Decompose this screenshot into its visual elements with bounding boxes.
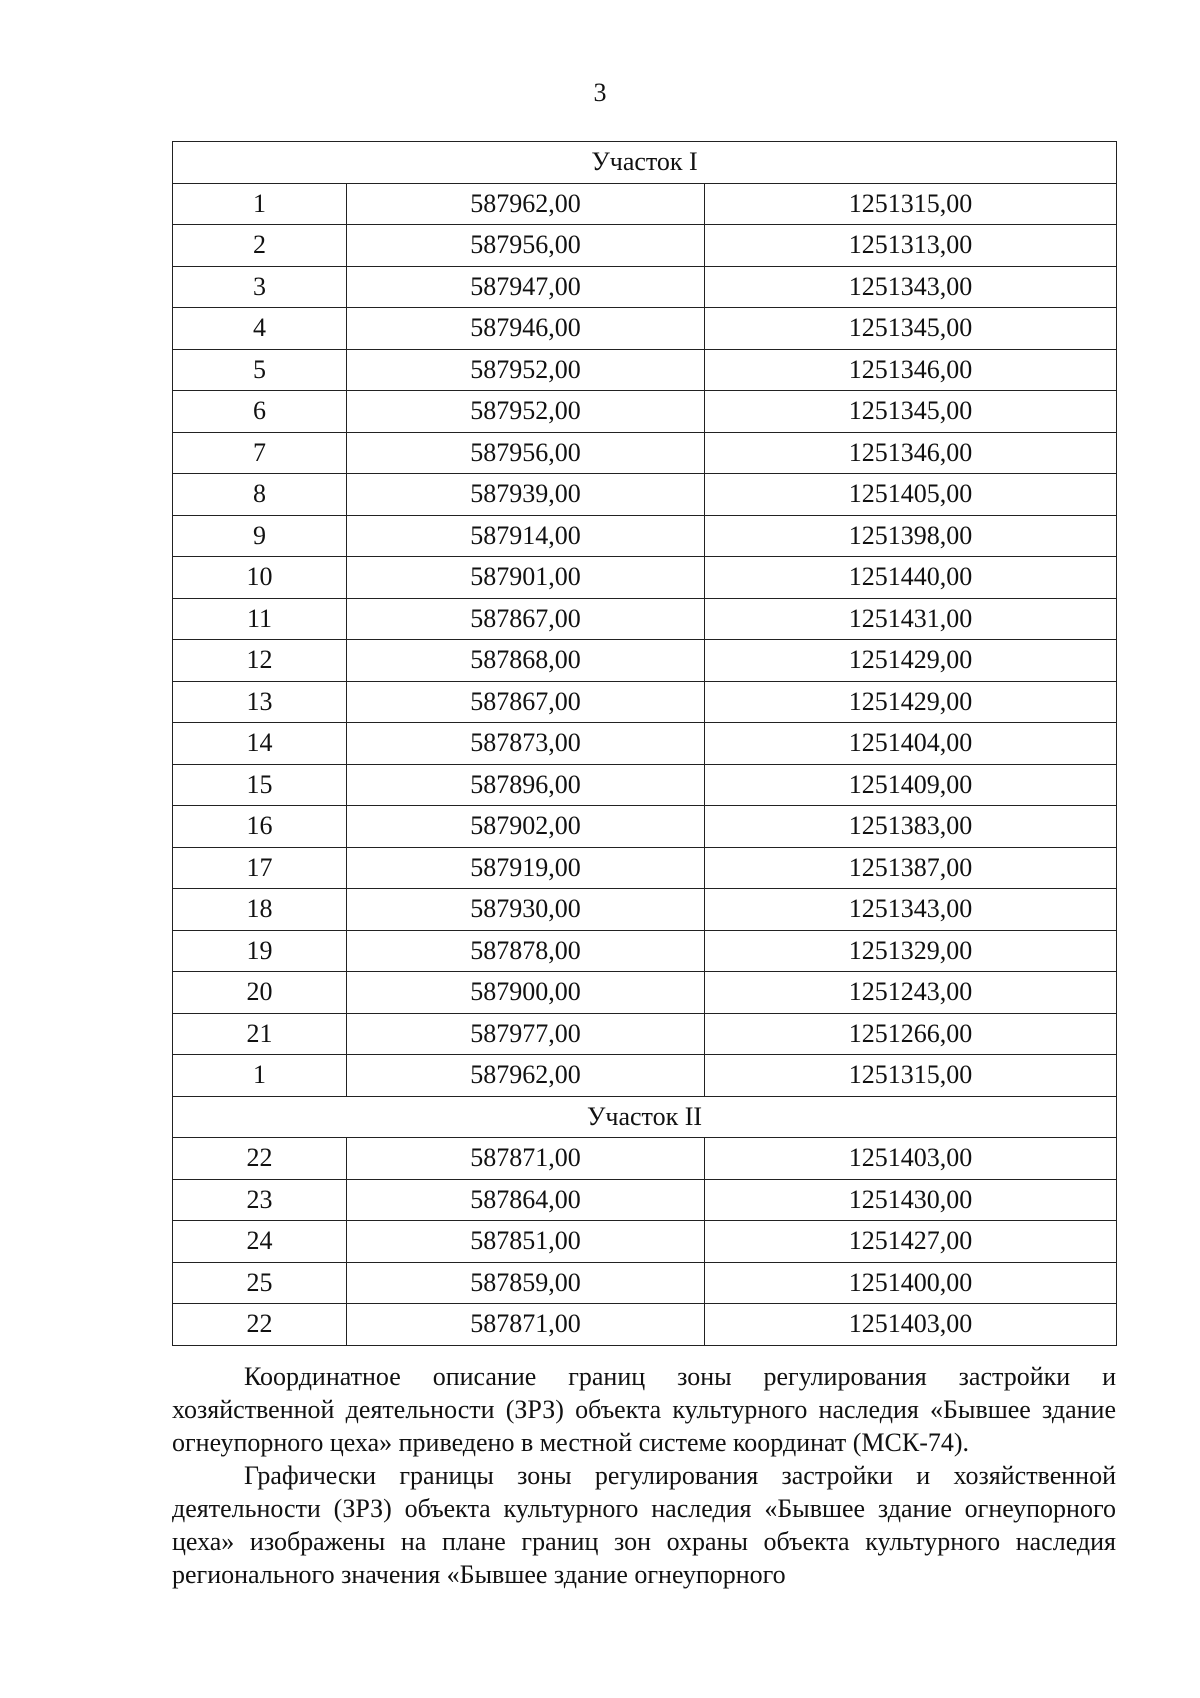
- point-number-cell: 8: [173, 474, 347, 516]
- y-coordinate-cell: 1251431,00: [705, 598, 1117, 640]
- y-coordinate-cell: 1251430,00: [705, 1179, 1117, 1221]
- x-coordinate-cell: 587947,00: [347, 266, 705, 308]
- y-coordinate-cell: 1251346,00: [705, 349, 1117, 391]
- point-number-cell: 18: [173, 889, 347, 931]
- point-number-cell: 15: [173, 764, 347, 806]
- table-row: [173, 474, 1117, 516]
- x-coordinate-cell: 587962,00: [347, 1055, 705, 1097]
- table-row: [173, 225, 1117, 267]
- y-coordinate-cell: 1251404,00: [705, 723, 1117, 765]
- x-coordinate-cell: 587939,00: [347, 474, 705, 516]
- x-coordinate-cell: 587919,00: [347, 847, 705, 889]
- x-coordinate-cell: 587962,00: [347, 183, 705, 225]
- y-coordinate-cell: 1251403,00: [705, 1138, 1117, 1180]
- x-coordinate-cell: 587956,00: [347, 432, 705, 474]
- x-coordinate-cell: 587851,00: [347, 1221, 705, 1263]
- table-row: [173, 681, 1117, 723]
- table-row: [173, 723, 1117, 765]
- y-coordinate-cell: 1251343,00: [705, 889, 1117, 931]
- table-row: [173, 183, 1117, 225]
- point-number-cell: 13: [173, 681, 347, 723]
- table-row: [173, 847, 1117, 889]
- table-row: [173, 1304, 1117, 1346]
- x-coordinate-cell: 587902,00: [347, 806, 705, 848]
- x-coordinate-cell: 587956,00: [347, 225, 705, 267]
- y-coordinate-cell: 1251313,00: [705, 225, 1117, 267]
- y-coordinate-cell: 1251405,00: [705, 474, 1117, 516]
- point-number-cell: 9: [173, 515, 347, 557]
- x-coordinate-cell: 587900,00: [347, 972, 705, 1014]
- x-coordinate-cell: 587946,00: [347, 308, 705, 350]
- point-number-cell: 20: [173, 972, 347, 1014]
- x-coordinate-cell: 587864,00: [347, 1179, 705, 1221]
- point-number-cell: 2: [173, 225, 347, 267]
- point-number-cell: 19: [173, 930, 347, 972]
- point-number-cell: 5: [173, 349, 347, 391]
- table-row: [173, 432, 1117, 474]
- section-title: Участок II: [173, 1096, 1117, 1138]
- table-row: [173, 764, 1117, 806]
- x-coordinate-cell: 587859,00: [347, 1262, 705, 1304]
- y-coordinate-cell: 1251429,00: [705, 640, 1117, 682]
- y-coordinate-cell: 1251345,00: [705, 391, 1117, 433]
- table-row: [173, 972, 1117, 1014]
- table-row: [173, 515, 1117, 557]
- table-row: [173, 930, 1117, 972]
- x-coordinate-cell: 587977,00: [347, 1013, 705, 1055]
- paragraph-coordinate-description: Координатное описание границ зоны регулирования застройки и хозяйственной деятельности (ЗРЗ) объекта культурного наследия «Бывшее здание огнеупорного цеха» приведено в местной системе координат (МСК-74).: [172, 1362, 1116, 1457]
- table-row: [173, 266, 1117, 308]
- y-coordinate-cell: 1251427,00: [705, 1221, 1117, 1263]
- table-row: [173, 1055, 1117, 1097]
- y-coordinate-cell: 1251383,00: [705, 806, 1117, 848]
- point-number-cell: 4: [173, 308, 347, 350]
- x-coordinate-cell: 587871,00: [347, 1138, 705, 1180]
- table-row: [173, 1179, 1117, 1221]
- y-coordinate-cell: 1251429,00: [705, 681, 1117, 723]
- y-coordinate-cell: 1251440,00: [705, 557, 1117, 599]
- point-number-cell: 22: [173, 1138, 347, 1180]
- page-number: 3: [593, 78, 607, 107]
- point-number-cell: 11: [173, 598, 347, 640]
- table-row: [173, 391, 1117, 433]
- y-coordinate-cell: 1251343,00: [705, 266, 1117, 308]
- paragraph-graphic-description: Графически границы зоны регулирования застройки и хозяйственной деятельности (ЗРЗ) объекта культурного наследия «Бывшее здание огнеупорного цеха» изображены на плане границ зон охраны объекта культурного наследия регионального значения «Бывшее здание огнеупорного: [172, 1461, 1116, 1589]
- y-coordinate-cell: 1251398,00: [705, 515, 1117, 557]
- y-coordinate-cell: 1251243,00: [705, 972, 1117, 1014]
- table-row: [173, 1138, 1117, 1180]
- y-coordinate-cell: 1251409,00: [705, 764, 1117, 806]
- point-number-cell: 25: [173, 1262, 347, 1304]
- table-row: [173, 806, 1117, 848]
- y-coordinate-cell: 1251400,00: [705, 1262, 1117, 1304]
- table-row: [173, 598, 1117, 640]
- coordinates-table-body: [173, 142, 1117, 1346]
- y-coordinate-cell: 1251346,00: [705, 432, 1117, 474]
- table-row: [173, 557, 1117, 599]
- x-coordinate-cell: 587952,00: [347, 391, 705, 433]
- y-coordinate-cell: 1251403,00: [705, 1304, 1117, 1346]
- y-coordinate-cell: 1251345,00: [705, 308, 1117, 350]
- x-coordinate-cell: 587952,00: [347, 349, 705, 391]
- x-coordinate-cell: 587868,00: [347, 640, 705, 682]
- y-coordinate-cell: 1251387,00: [705, 847, 1117, 889]
- point-number-cell: 10: [173, 557, 347, 599]
- x-coordinate-cell: 587914,00: [347, 515, 705, 557]
- point-number-cell: 14: [173, 723, 347, 765]
- table-row: [173, 308, 1117, 350]
- section-header-row: [173, 142, 1117, 184]
- point-number-cell: 3: [173, 266, 347, 308]
- x-coordinate-cell: 587896,00: [347, 764, 705, 806]
- section-title: Участок I: [173, 142, 1117, 184]
- x-coordinate-cell: 587873,00: [347, 723, 705, 765]
- y-coordinate-cell: 1251329,00: [705, 930, 1117, 972]
- point-number-cell: 24: [173, 1221, 347, 1263]
- y-coordinate-cell: 1251315,00: [705, 1055, 1117, 1097]
- point-number-cell: 17: [173, 847, 347, 889]
- point-number-cell: 1: [173, 183, 347, 225]
- table-row: [173, 1221, 1117, 1263]
- point-number-cell: 23: [173, 1179, 347, 1221]
- x-coordinate-cell: 587871,00: [347, 1304, 705, 1346]
- table-row: [173, 889, 1117, 931]
- x-coordinate-cell: 587930,00: [347, 889, 705, 931]
- point-number-cell: 7: [173, 432, 347, 474]
- x-coordinate-cell: 587867,00: [347, 598, 705, 640]
- y-coordinate-cell: 1251266,00: [705, 1013, 1117, 1055]
- point-number-cell: 12: [173, 640, 347, 682]
- table-row: [173, 640, 1117, 682]
- x-coordinate-cell: 587878,00: [347, 930, 705, 972]
- point-number-cell: 16: [173, 806, 347, 848]
- point-number-cell: 1: [173, 1055, 347, 1097]
- section-header-row: [173, 1096, 1117, 1138]
- table-row: [173, 1013, 1117, 1055]
- x-coordinate-cell: 587901,00: [347, 557, 705, 599]
- table-row: [173, 1262, 1117, 1304]
- point-number-cell: 21: [173, 1013, 347, 1055]
- point-number-cell: 6: [173, 391, 347, 433]
- point-number-cell: 22: [173, 1304, 347, 1346]
- x-coordinate-cell: 587867,00: [347, 681, 705, 723]
- y-coordinate-cell: 1251315,00: [705, 183, 1117, 225]
- coordinates-table: [172, 141, 1117, 1346]
- table-row: [173, 349, 1117, 391]
